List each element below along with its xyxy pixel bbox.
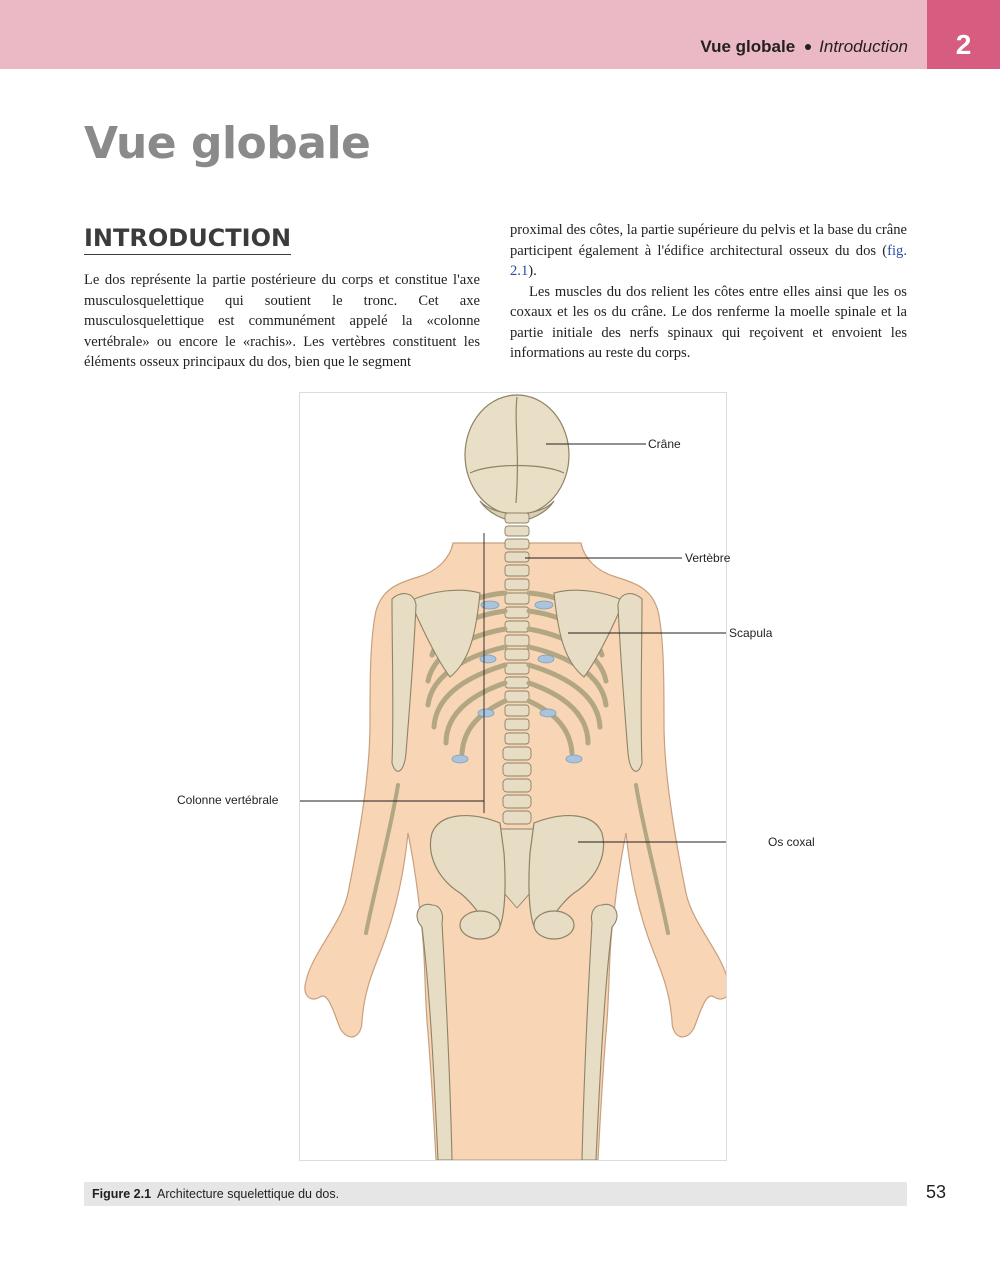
header-subsection: Introduction — [819, 37, 908, 56]
header-section: Vue globale — [700, 37, 796, 56]
page-title: Vue globale — [84, 118, 371, 169]
callout-vertebre: Vertèbre — [685, 551, 731, 565]
running-header — [700, 37, 908, 57]
body-column-right — [510, 220, 907, 364]
callout-colonne-vertebrale: Colonne vertébrale — [177, 793, 279, 807]
header-band — [0, 0, 1000, 69]
skull — [465, 395, 569, 521]
callout-scapula: Scapula — [729, 626, 773, 640]
body-column-left — [84, 270, 480, 373]
paragraph-right-1-end: ). — [528, 263, 537, 279]
paragraph-left: Le dos représente la partie postérieure du corps et constitue l'axe musculosquelettique qui soutient le tronc. Cet axe musculosquelettique est communément appelé la «colonne vertébrale» ou encore le «rachis». Les vertèbres constituent les éléments osseux principaux du dos, bien que le segment — [84, 272, 480, 370]
chapter-number-tab: 2 — [927, 0, 1000, 69]
callout-crane: Crâne — [648, 437, 681, 451]
section-title: INTRODUCTION — [84, 224, 291, 255]
figure-reference-link[interactable]: fig. 2.1 — [510, 242, 907, 279]
header-bullet — [805, 44, 811, 50]
figure-caption-text: Architecture squelettique du dos. — [157, 1187, 340, 1201]
paragraph-right-1 — [510, 220, 907, 282]
paragraph-right-2: Les muscles du dos relient les côtes entre elles ainsi que les os coxaux et les os du crâne. Le dos renferme la moelle spinale et la partie initiale des nerfs spinaux qui reçoivent et envoient les informations au reste du corps. — [510, 283, 907, 361]
figure-caption-number: Figure 2.1 — [92, 1187, 152, 1201]
figure-frame — [299, 392, 727, 1161]
figure-caption — [84, 1182, 907, 1206]
paragraph-right-1-text: proximal des côtes, la partie supérieure du pelvis et la base du crâne participent également à l'édifice architectural osseux du dos ( — [510, 222, 907, 259]
page-number: 53 — [926, 1182, 947, 1202]
callout-os-coxal: Os coxal — [768, 835, 815, 849]
skeleton-illustration — [300, 393, 726, 1160]
